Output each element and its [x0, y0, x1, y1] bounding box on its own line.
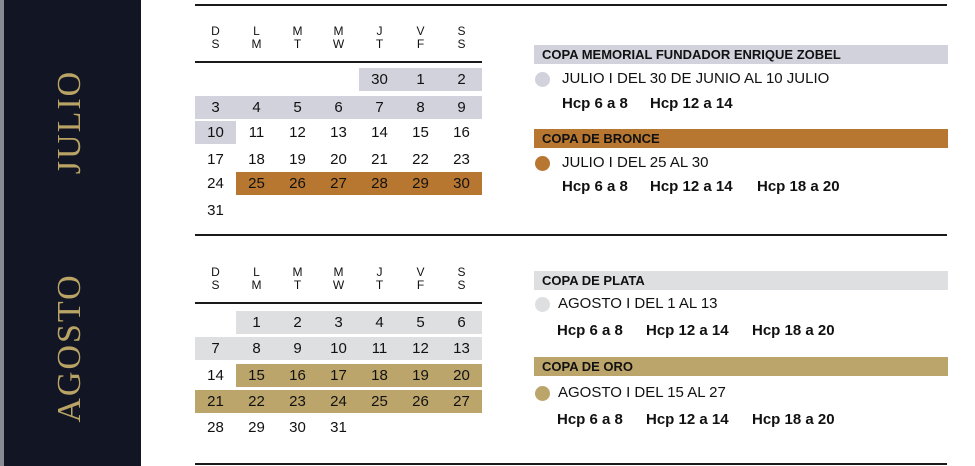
calendar-day: 25 — [236, 172, 277, 195]
cup-title-bronce: COPA DE BRONCE — [534, 129, 948, 148]
calendar-day: 9 — [441, 96, 482, 119]
weekday-es: V — [416, 24, 425, 38]
cup-hcp-plata-1: Hcp 6 a 8 — [557, 322, 623, 339]
calendar-day: 24 — [207, 175, 224, 192]
legend-dot-memorial — [535, 72, 550, 87]
cup-dates-memorial: JULIO I DEL 30 DE JUNIO AL 10 JULIO — [562, 70, 830, 87]
cup-hcp-oro-1: Hcp 6 a 8 — [557, 411, 623, 428]
weekday-en: S — [211, 37, 220, 51]
weekday-es: L — [253, 24, 260, 38]
weekday-en: F — [416, 278, 425, 292]
calendar-day: 5 — [277, 96, 318, 119]
weekday-es: L — [253, 265, 260, 279]
calendar-day: 2 — [441, 68, 482, 91]
cup-hcp-bronce-1: Hcp 6 a 8 — [562, 178, 628, 195]
cup-title-plata: COPA DE PLATA — [534, 271, 948, 290]
calendar-day: 16 — [277, 364, 318, 387]
calendar-day: 21 — [195, 390, 236, 413]
weekday-es: V — [416, 265, 425, 279]
weekday-en: S — [457, 37, 466, 51]
calendar-day: 16 — [453, 124, 470, 141]
calendar-day: 25 — [359, 390, 400, 413]
calendar-day: 9 — [277, 337, 318, 360]
calendar-day: 24 — [318, 390, 359, 413]
calendar-day: 15 — [236, 364, 277, 387]
calendar-day: 29 — [400, 172, 441, 195]
cup-hcp-memorial-2: Hcp 12 a 14 — [650, 95, 733, 112]
calendar-day: 29 — [248, 419, 265, 436]
calendar-agosto — [195, 234, 484, 466]
calendar-day: 15 — [412, 124, 429, 141]
calendar-day: 12 — [289, 124, 306, 141]
calendar-day: 4 — [359, 311, 400, 334]
calendar-day: 28 — [359, 172, 400, 195]
cup-dates-plata: AGOSTO I DEL 1 AL 13 — [558, 295, 718, 312]
calendar-day: 31 — [330, 419, 347, 436]
legend-dot-bronce — [535, 156, 550, 171]
calendar-day: 6 — [441, 311, 482, 334]
calendar-day: 30 — [441, 172, 482, 195]
weekday-header — [441, 25, 482, 51]
calendar-day: 10 — [195, 121, 236, 144]
calendar-day: 11 — [359, 337, 400, 360]
calendar-day: 26 — [400, 390, 441, 413]
calendar-day: 27 — [441, 390, 482, 413]
legend-dot-plata — [535, 297, 550, 312]
weekday-header — [236, 25, 277, 51]
cup-hcp-bronce-3: Hcp 18 a 20 — [757, 178, 840, 195]
weekday-es: D — [211, 265, 220, 279]
calendar-day: 23 — [277, 390, 318, 413]
weekday-es: M — [333, 265, 344, 279]
calendar-day: 14 — [371, 124, 388, 141]
weekday-en: S — [457, 278, 466, 292]
weekday-header — [359, 266, 400, 292]
calendar-day: 8 — [400, 96, 441, 119]
calendar-day: 22 — [412, 151, 429, 168]
calendar-day: 2 — [277, 311, 318, 334]
cup-hcp-bronce-2: Hcp 12 a 14 — [650, 178, 733, 195]
calendar-day: 19 — [289, 151, 306, 168]
weekday-header — [318, 266, 359, 292]
weekday-header — [318, 25, 359, 51]
calendar-header-rule — [195, 302, 482, 304]
cup-title-oro: COPA DE ORO — [534, 357, 948, 376]
weekday-en: F — [416, 37, 425, 51]
calendar-day: 31 — [207, 202, 224, 219]
calendar-day: 23 — [453, 151, 470, 168]
weekday-header — [277, 25, 318, 51]
calendar-day: 10 — [318, 337, 359, 360]
calendar-day: 27 — [318, 172, 359, 195]
weekday-es: M — [292, 24, 303, 38]
weekday-en: W — [332, 278, 345, 292]
calendar-day: 14 — [207, 367, 224, 384]
calendar-day: 12 — [400, 337, 441, 360]
month-label-agosto: AGOSTO — [51, 273, 88, 423]
weekday-header — [277, 266, 318, 292]
weekday-header — [441, 266, 482, 292]
cup-hcp-plata-2: Hcp 12 a 14 — [646, 322, 729, 339]
weekday-es: M — [333, 24, 344, 38]
calendar-day: 7 — [195, 337, 236, 360]
calendar-day: 19 — [400, 364, 441, 387]
cup-hcp-plata-3: Hcp 18 a 20 — [752, 322, 835, 339]
calendar-day: 3 — [318, 311, 359, 334]
calendar-day: 20 — [441, 364, 482, 387]
calendar-day: 8 — [236, 337, 277, 360]
calendar-day: 18 — [359, 364, 400, 387]
cup-dates-bronce: JULIO I DEL 25 AL 30 — [562, 154, 709, 171]
month-label-julio: JULIO — [51, 69, 88, 175]
calendar-day: 6 — [318, 96, 359, 119]
calendar-day: 13 — [330, 124, 347, 141]
weekday-en: T — [293, 37, 302, 51]
weekday-es: J — [376, 265, 383, 279]
weekday-header — [195, 25, 236, 51]
weekday-es: M — [292, 265, 303, 279]
cup-hcp-memorial-1: Hcp 6 a 8 — [562, 95, 628, 112]
calendar-day: 17 — [318, 364, 359, 387]
cup-hcp-oro-2: Hcp 12 a 14 — [646, 411, 729, 428]
weekday-en: T — [375, 37, 384, 51]
weekday-es: D — [211, 24, 220, 38]
weekday-es: J — [376, 24, 383, 38]
calendar-day: 26 — [277, 172, 318, 195]
legend-dot-oro — [535, 386, 550, 401]
weekday-header — [400, 266, 441, 292]
sidebar-edge — [0, 0, 4, 466]
calendar-day: 21 — [371, 151, 388, 168]
calendar-day: 20 — [330, 151, 347, 168]
calendar-day: 18 — [248, 151, 265, 168]
cup-title-memorial: COPA MEMORIAL FUNDADOR ENRIQUE ZOBEL — [534, 45, 948, 64]
calendar-header-rule — [195, 61, 482, 63]
calendar-day: 4 — [236, 96, 277, 119]
calendar-day: 17 — [207, 151, 224, 168]
weekday-en: T — [293, 278, 302, 292]
weekday-en: W — [332, 37, 345, 51]
cup-dates-oro: AGOSTO I DEL 15 AL 27 — [558, 384, 726, 401]
calendar-julio — [195, 0, 484, 234]
cup-hcp-oro-3: Hcp 18 a 20 — [752, 411, 835, 428]
weekday-es: S — [457, 24, 466, 38]
calendar-day: 30 — [359, 68, 400, 91]
weekday-en: M — [251, 278, 262, 292]
weekday-en: M — [251, 37, 262, 51]
weekday-en: T — [375, 278, 384, 292]
weekday-header — [359, 25, 400, 51]
weekday-header — [236, 266, 277, 292]
calendar-day: 1 — [236, 311, 277, 334]
calendar-day: 22 — [236, 390, 277, 413]
calendar-day: 3 — [195, 96, 236, 119]
calendar-day: 13 — [441, 337, 482, 360]
calendar-day: 30 — [289, 419, 306, 436]
weekday-en: S — [211, 278, 220, 292]
calendar-day: 11 — [248, 124, 265, 141]
calendar-day: 5 — [400, 311, 441, 334]
calendar-day: 7 — [359, 96, 400, 119]
weekday-es: S — [457, 265, 466, 279]
calendar-day: 28 — [207, 419, 224, 436]
weekday-header — [400, 25, 441, 51]
weekday-header — [195, 266, 236, 292]
calendar-day: 1 — [400, 68, 441, 91]
